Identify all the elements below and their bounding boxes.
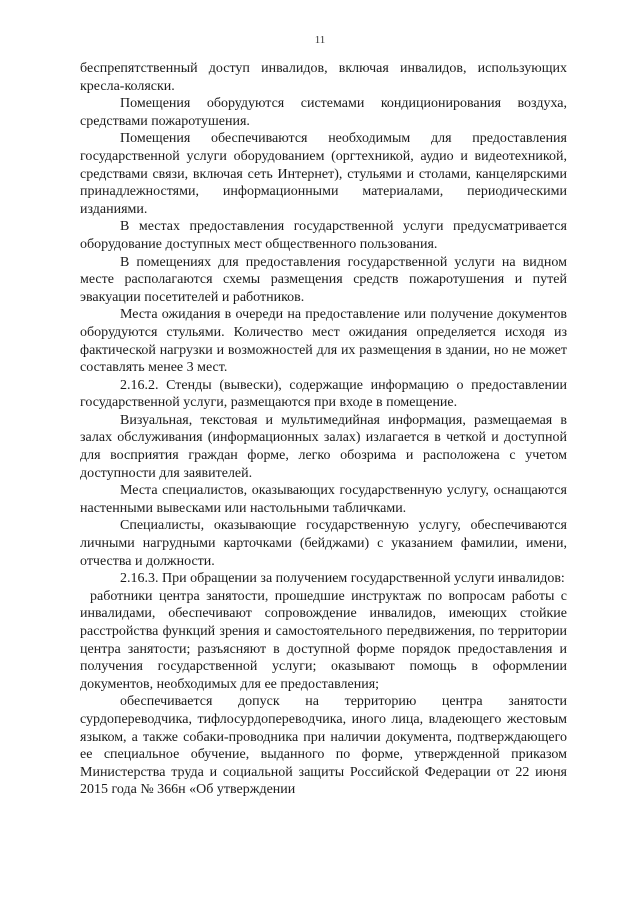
paragraph-4: В местах предоставления государственной услуги предусматривается оборудование доступных мест общественного пользования.: [80, 219, 567, 252]
paragraph-5: В помещениях для предоставления государственной услуги на видном месте располагаются схемы размещения средств пожаротушения и путей эвакуации посетителей и работников.: [80, 254, 567, 305]
paragraph-13: обеспечивается допуск на территорию центра занятости сурдопереводчика, тифлосурдопереводчика, иного лица, владеющего жестовым языком, а также собаки-проводника при наличии документа, подтверждающего ее специальное обучение, выданного по форме, утвержденной приказом Министерства труда и социальной защиты Российской Федерации от 22 июня 2015 года № 366н «Об утверждении: [80, 694, 567, 798]
paragraph-9: Места специалистов, оказывающих государственную услугу, оснащаются настенными вывесками или настольными табличками.: [80, 483, 567, 516]
paragraph-12: работники центра занятости, прошедшие инструктаж по вопросам работы с инвалидами, обеспечивают сопровождение инвалидов, имеющих стойкие расстройства функций зрения и самостоятельного передвижения, по территории центра занятости; разъясняют в доступной форме порядок предоставления и получения государственной услуги; оказывают помощь в оформлении документов, необходимых для ее предоставления;: [80, 588, 567, 692]
paragraph-7-section-2-16-2: 2.16.2. Стенды (вывески), содержащие информацию о предоставлении государственной услуги, размещаются при входе в помещение.: [80, 377, 567, 411]
paragraph-1: беспрепятственный доступ инвалидов, включая инвалидов, использующих кресла-коляски.: [80, 61, 567, 94]
paragraph-6: Места ожидания в очереди на предоставление или получение документов оборудуются стульями. Количество мест ожидания определяется исходя из фактической нагрузки и возможностей для их размещения в здании, но не может составлять менее 3 мест.: [80, 307, 567, 376]
paragraph-11-section-2-16-3: 2.16.3. При обращении за получением государственной услуги инвалидов:: [120, 571, 565, 587]
paragraph-10: Специалисты, оказывающие государственную услугу, обеспечиваются личными нагрудными карточками (бейджами) с указанием фамилии, имени, отчества и должности.: [80, 518, 567, 569]
paragraph-3: Помещения обеспечиваются необходимым для предоставления государственной услуги оборудованием (оргтехникой, аудио и видеотехникой, средствами связи, включая сеть Интернет), стульями и столами, канцелярскими принадлежностями, информационными материалами, периодическими изданиями.: [80, 131, 567, 217]
document-body: [80, 60, 567, 799]
paragraph-8: Визуальная, текстовая и мультимедийная информация, размещаемая в залах обслуживания (информационных залах) излагается в четкой и доступной для восприятия граждан форме, легко обозрима и расположена с учетом доступности для заявителей.: [80, 412, 567, 481]
page-number: 11: [314, 34, 326, 46]
paragraph-2: Помещения оборудуются системами кондиционирования воздуха, средствами пожаротушения.: [80, 96, 567, 129]
